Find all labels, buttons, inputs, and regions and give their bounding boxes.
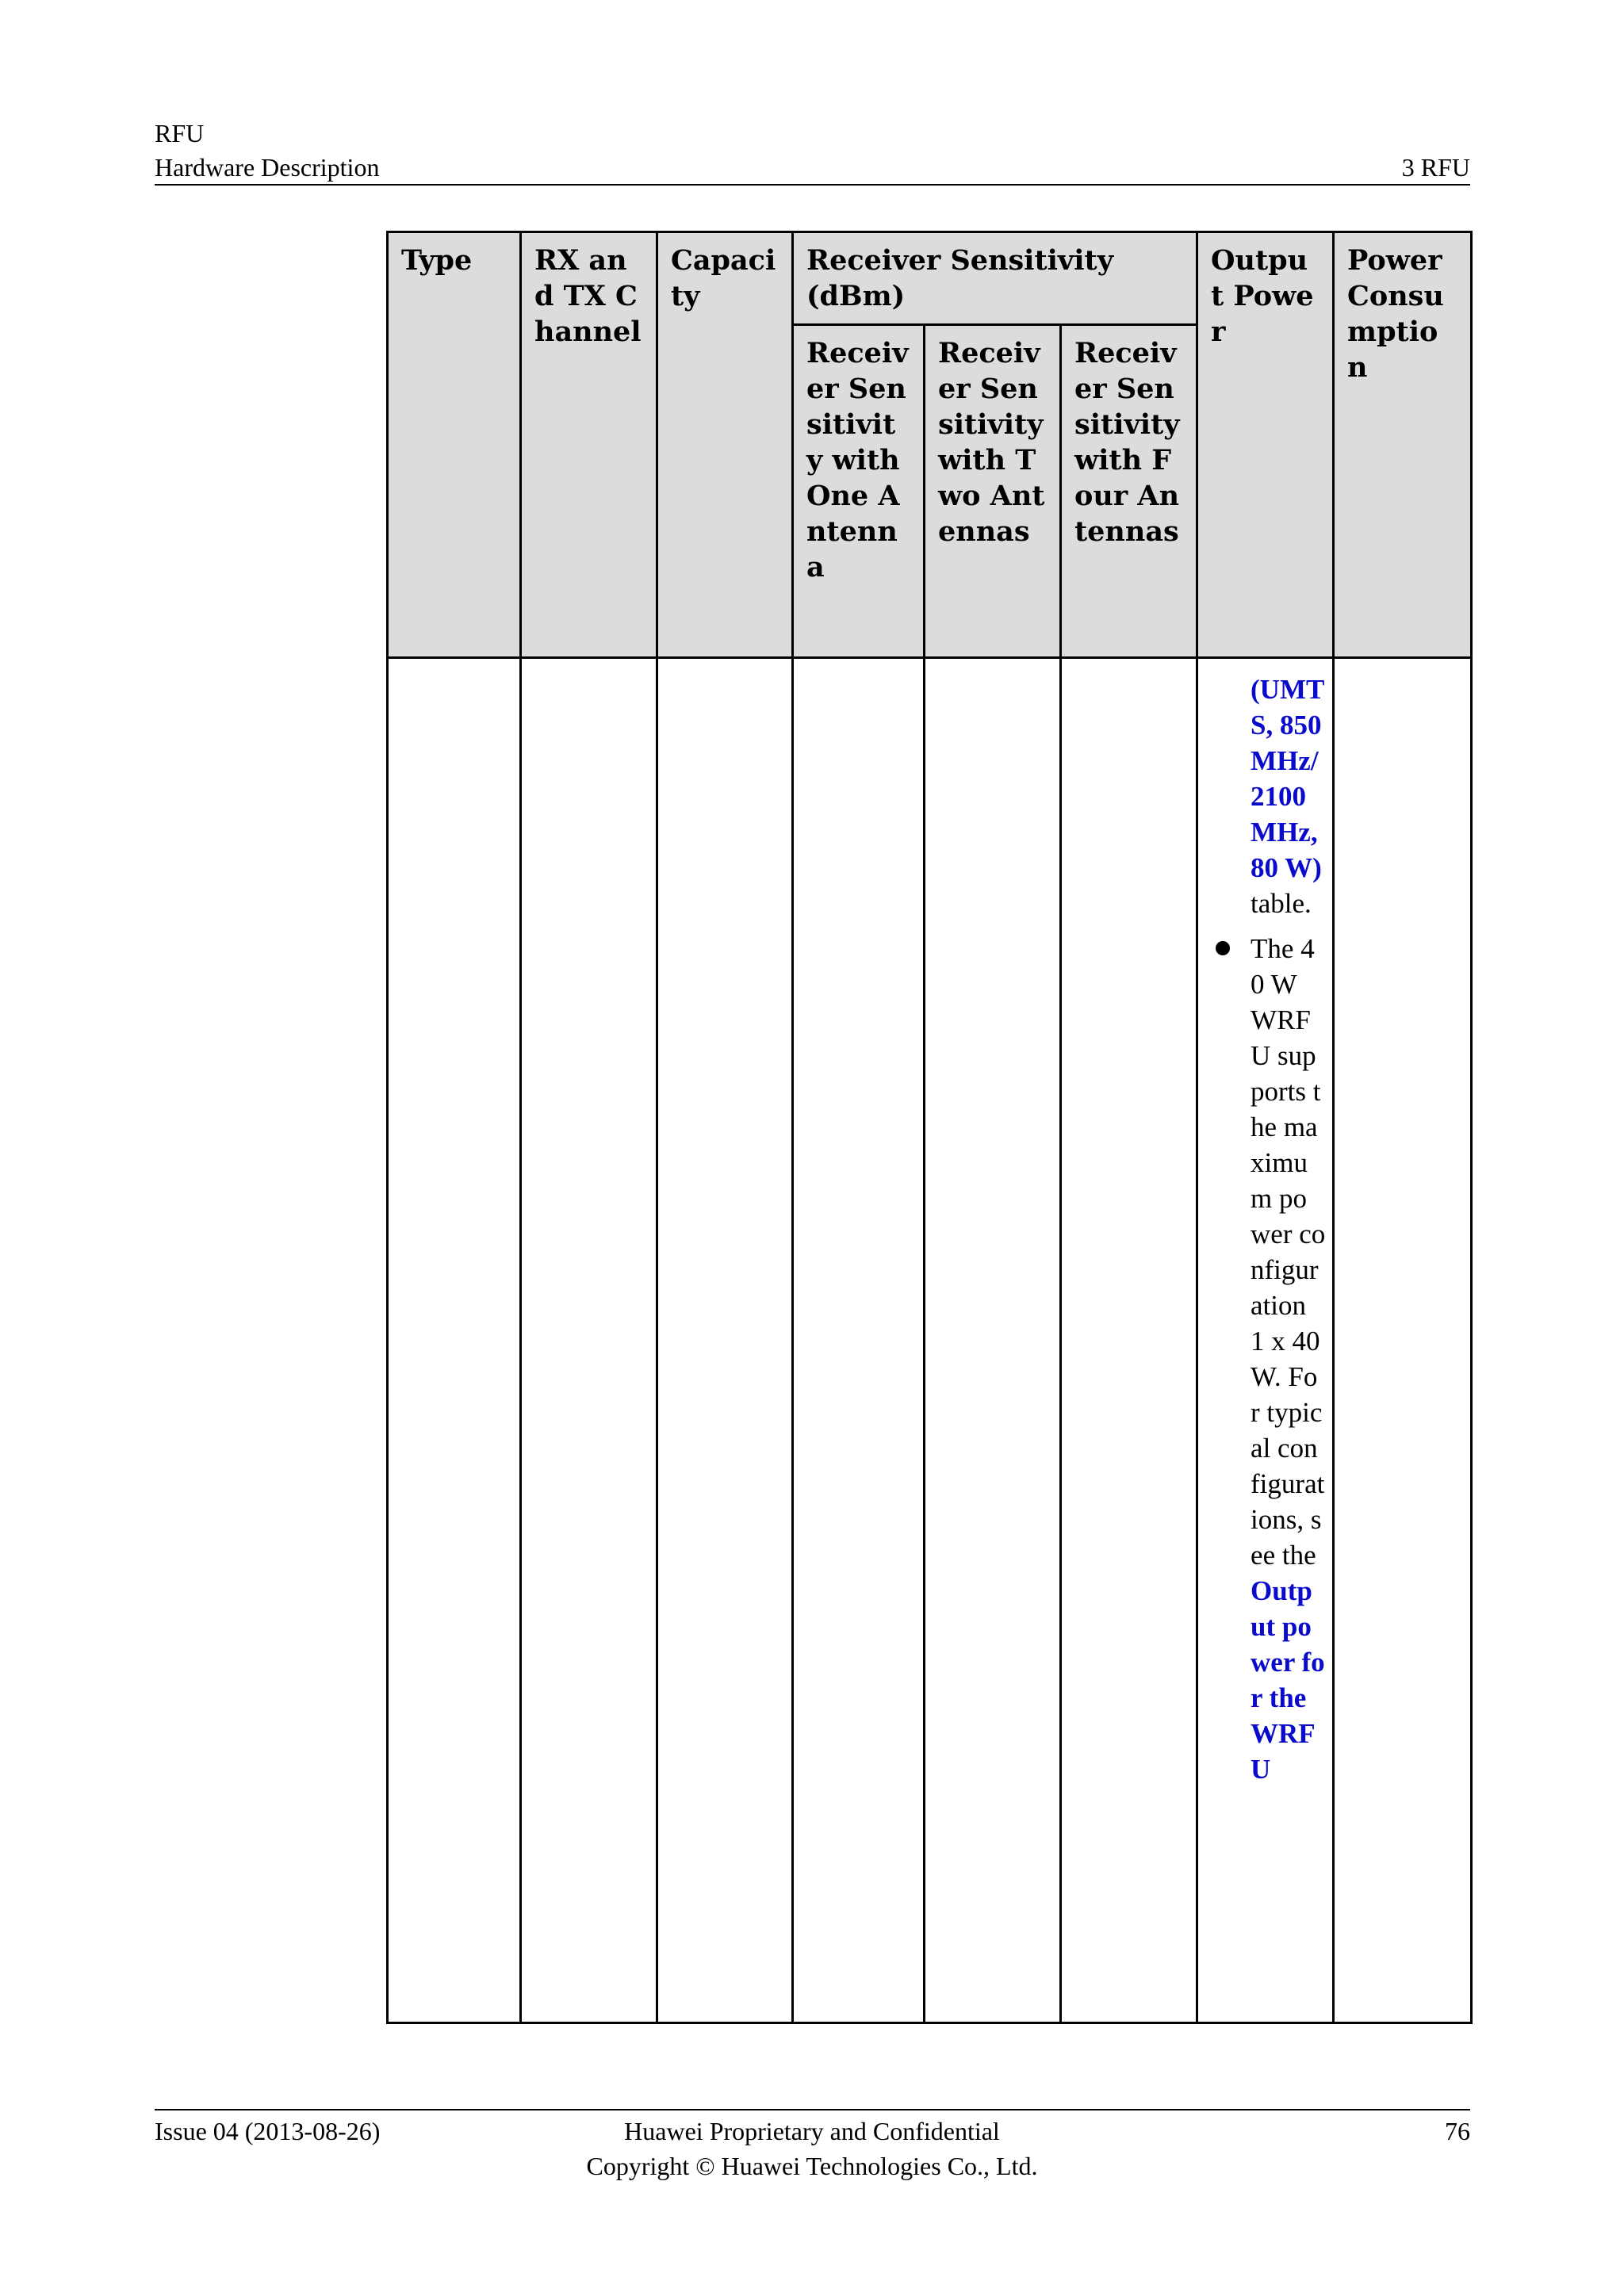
cell-output-power <box>1197 658 1334 2023</box>
bullet-item <box>1251 931 1326 1787</box>
link-output-power-umts[interactable]: (UMTS, 850 MHz/2100 MHz, 80 W) <box>1251 674 1325 883</box>
cell-power-consumption <box>1334 658 1472 2023</box>
header-doc-title: RFU <box>155 119 205 147</box>
cell-capacity <box>657 658 793 2023</box>
col-header-power-consumption: Power Consumption <box>1334 232 1472 658</box>
col-header-receiver-sensitivity: Receiver Sensitivity (dBm) <box>793 232 1197 325</box>
footer-rule <box>155 2109 1470 2110</box>
cell-rx-tx-channel <box>521 658 657 2023</box>
col-header-sens-two-antennas: Receiver Sensitivity with Two Antennas <box>925 325 1061 658</box>
col-header-type: Type <box>388 232 521 658</box>
bullet-text: The 40 W WRFU supports the maximum power configuration 1 x 40 W. For typical configurations, see the <box>1251 933 1326 1571</box>
header-rule <box>155 184 1470 186</box>
output-text-table: table. <box>1251 888 1312 919</box>
footer-confidential: Huawei Proprietary and Confidential <box>624 2117 1000 2145</box>
cell-type <box>388 658 521 2023</box>
col-header-capacity: Capacity <box>657 232 793 658</box>
col-header-rx-tx-channel: RX and TX Channel <box>521 232 657 658</box>
footer-copyright: Copyright © Huawei Technologies Co., Ltd. <box>586 2152 1038 2180</box>
col-header-sens-one-antenna: Receiver Sensitivity with One Antenna <box>793 325 925 658</box>
col-header-sens-four-antennas: Receiver Sensitivity with Four Antennas <box>1061 325 1197 658</box>
spec-table <box>386 231 1473 2024</box>
link-output-power-wrfu[interactable]: Output power for the WRFU <box>1251 1575 1325 1785</box>
footer-page-number: 76 <box>1445 2117 1470 2145</box>
bullet-dot-icon <box>1216 941 1230 955</box>
header-doc-subtitle: Hardware Description <box>155 153 380 182</box>
cell-sens-four <box>1061 658 1197 2023</box>
cell-sens-two <box>925 658 1061 2023</box>
cell-sens-one <box>793 658 925 2023</box>
table-row <box>388 658 1472 2023</box>
footer-issue: Issue 04 (2013-08-26) <box>155 2117 381 2145</box>
header-section: 3 RFU <box>1401 153 1470 182</box>
col-header-output-power: Output Power <box>1197 232 1334 658</box>
